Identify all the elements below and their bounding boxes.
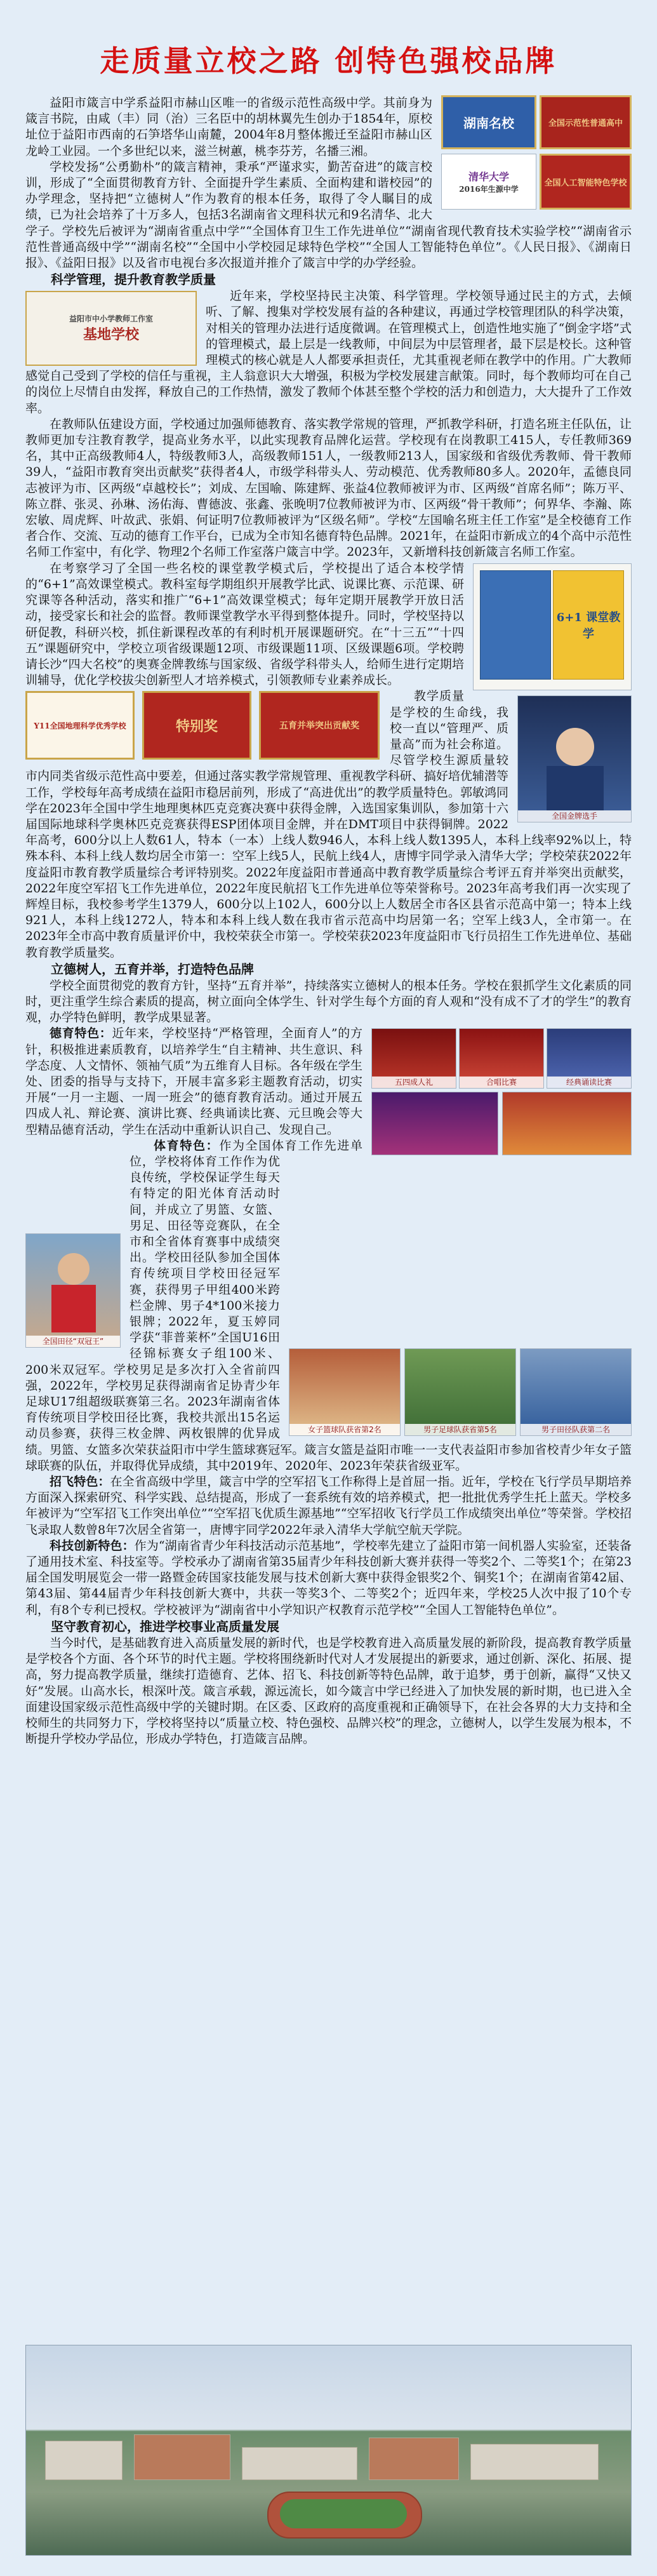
plaque-hunan-famous-school: 湖南名校 bbox=[441, 95, 536, 149]
plaque-tsinghua: 清华大学 2016年生源中学 bbox=[441, 154, 536, 210]
moral-photo-ceremony: 五四成人礼 bbox=[371, 1028, 456, 1089]
moral-paragraph-2: 德育特色：近年来，学校坚持“严格管理，全面育人”的方针，积极推进素质教育，以培养学生“自主精神、共生意识、科学态度、人文情怀、领袖气质”为五维育人目标。各年级在学生处、团委的指导与支持下，开展丰富多彩主题教育活动，切实开展“一月一主题、一周一班会”的德育教育活动。通过开展五四成人礼、辩论赛、演讲比赛、经典诵读比赛、元旦晚会等大型精品德育活动，学生在活动中重新认识自己、发现自己。 bbox=[25, 1026, 362, 1137]
moral-photo-reading: 经典诵读比赛 bbox=[547, 1028, 632, 1089]
campus-building bbox=[369, 2438, 459, 2480]
campus-building bbox=[134, 2434, 230, 2480]
future-paragraph: 当今时代，是基础教育进入高质量发展的新时代，也是学校教育进入高质量发展的新阶段，提高教育教学质量是学校各个方面、各个环节的时代主题。学校将围绕新时代对人才发展提出的新要求，通过创新、深化、拓展、提高，努力提高教学质量，继续打造德育、艺体、招飞、科技创新等特色品牌，敢于追梦，勇于创新，赢得“又快又好”发展。山高水长，根深叶茂。箴言承载，源远流长，如今箴言中学已经进入了加快发展的新时期，也已进入全面建设国家级示范性高级中学的关键时期。在区委、区政府的高度重视和正确领导下，在社会各界的大力支持和全校师生的共同努力下，学校将坚持以“质量立校、特色强校、品牌兴校”的理念，立德树人，以学生发展为根本，不断提升学校办学品位，形成办学特色，打造箴言品牌。 bbox=[25, 1635, 632, 1747]
campus-field bbox=[280, 2499, 407, 2528]
intro-paragraph-2: 学校发扬“公勇勤朴”的箴言精神，秉承“严谨求实，勤苦奋进”的箴言校训，形成了“全面贯彻教育方针、全面提升学生素质、全面构建和谐校园”的办学理念，坚持把“立德树人”作为教育的根本任务，取得了令人瞩目的成绩，已为社会培养了十万多人，包括3名湖南省文理科状元和9名清华、北大学子。学校先后被评为“湖南省重点中学”“全国体育卫生工作先进单位”“湖南省现代教育技术实验学校”“湖南省示范性普通高级中学”“湖南名校”“全国中小学校园足球特色学校”“全国人工智能特色单位”。《人民日报》、《湖南日报》、《益阳日报》以及省市电视台多次报道并推介了箴言中学的办学经验。 bbox=[25, 159, 632, 271]
section-heading-moral: 立德树人，五育并举，打造特色品牌 bbox=[51, 961, 254, 977]
sport-athlete-photo: 全国田径“双冠王” bbox=[25, 1233, 121, 1348]
moral-photo-stage bbox=[371, 1092, 498, 1155]
campus-building bbox=[470, 2444, 599, 2480]
sport-team-photos bbox=[289, 1348, 632, 1437]
award-row bbox=[25, 691, 381, 761]
management-paragraph-4: 教学质量是学校的生命线，我校一直以“管理严、质量高”而为社会称道。尽管学校生源质量较市内同类省级示范性高中要差，但通过落实教学常规管理、重视教学科研、搞好培优辅潜等工作，学校每年高考成绩在益阳市稳居前列，形成了“高进优出”的教学质量特色。郭敏鸿同学在2023年全国中学生地理奥林匹克竞赛决赛中获得金牌，入选国家集训队，参加第十六届国际地球科学奥林匹克竞赛获得ESP团体项目金牌，并在DMT项目中获得铜牌。2022年高考，600分以上人数61人，特本（一本）上线人数946人，本科上线人数1395人，本科上线率92%以上，特殊本科、本科上线人数均居全市第一：空军上线5人，民航上线4人，唐博宇同学录入清华大学；学校荣获2022年度益阳市教育教学质量综合考评特别奖。2022年度益阳市普通高中教育教学质量综合考评五育并举突出贡献奖，2022年度空军招飞工作先进单位，2022年度民航招飞工作先进单位等荣誉称号。2023年高考我们再一次实现了辉煌目标，我校参考学生1379人，600分以上102人，600分以上人数居全市各区县省示范高中第一；特本上线921人，本科上线1272人，特本和本科上线人数在我市省示范高中均居第一名；空军上线3人，全市第一。在2023年全市高中教育质量评价中，我校荣获全市第一。学校荣获2023年度益阳市飞行员招生工作先进单位、基础教育教学质量奖。 bbox=[25, 689, 632, 960]
moral-photo-choir: 合唱比赛 bbox=[459, 1028, 544, 1089]
moral-paragraph-1: 学校全面贯彻党的教育方针，坚持“五育并举”，持续落实立德树人的根本任务。学校在狠抓学生文化素质的同时，更注重学生综合素质的提高，树立面向全体学生、针对学生每个方面的育人观和“没有成不了才的学生”的教育观，办学特色鲜明，教学成果显著。 bbox=[25, 978, 632, 1025]
section-heading-future: 坚守教育初心，推进学校事业高质量发展 bbox=[51, 1618, 279, 1634]
plaque-ai-school: 全国人工智能特色学校 bbox=[540, 154, 632, 210]
section-heading-management: 科学管理，提升教育教学质量 bbox=[51, 272, 216, 288]
campus-building bbox=[242, 2447, 357, 2480]
base-school-plaque: 益阳市中小学教师工作室 基地学校 bbox=[25, 291, 197, 366]
pilot-paragraph-intro: 招飞特色：在全省高级中学里，箴言中学的空军招飞工作称得上是首屈一指。近年，学校在飞行学员早期培养方面深入探索研究、科学实践、总结提高，形成了一套系统有效的培养模式，把一批批优秀学生托上蓝天。学校多年被评为“空军招飞工作突出单位”“空军招飞优质生源基地”“空军招收飞行学员工作成绩突出单位”等荣誉。学校招飞录取人数曾8年7次居全省第一，唐博宇同学2022年录入清华大学航空航天学院。 bbox=[25, 1475, 632, 1537]
moral-photo-crowd bbox=[502, 1092, 632, 1155]
moral-photo-grid bbox=[371, 1028, 632, 1155]
award-geography: Y11全国地理科学优秀学校 bbox=[25, 691, 135, 760]
basketball-team-photo: 女子篮球队获省第2名 bbox=[289, 1348, 401, 1436]
sport-paragraph: 体育特色：作为全国体育工作先进单位，学校将体育工作作为优良传统，学校保证学生每天有特定的阳光体育活动时间，并成立了男篮、女篮、男足、田径等竞赛队，在全市和全省体育赛事中成绩突出。学校田径队参加全国体育传统项目学校田径冠军赛，获得男子甲组400米跨栏金牌、男子4*100米接力银牌；2022年，夏玉婷同学获“菲普莱杯”全国U16田径锦标赛女子组100米、200米双冠军。学校男足是多次打入全省前四强，2022年，学校男足获得湖南省足协青少年足球U17组超级联赛第三名。2023年湖南省体育传统项目学校田径比赛，我校共派出15名运动员参赛，获得三枚金牌、两枚银牌的优异成绩。男篮、女篮多次荣获益阳市中学生篮球赛冠军。箴言女篮是益阳市唯一一支代表益阳市参加省校青少年女子篮球联赛的队伍，并取得优异成绩，其中2019年、2020年、2023年荣获省级亚军。 bbox=[25, 1138, 632, 1473]
soccer-team-photo: 男子足球队获省第5名 bbox=[404, 1348, 516, 1436]
campus-aerial-photo bbox=[25, 2345, 632, 2556]
award-special: 特别奖 bbox=[142, 691, 251, 760]
page-title: 走质量立校之路 创特色强校品牌 bbox=[100, 44, 557, 78]
plaque-model-high-school: 全国示范性普通高中 bbox=[540, 95, 632, 149]
management-paragraph-2: 在教师队伍建设方面，学校通过加强师德教育、落实教学常规的管理，严抓教学科研，打造名班主任队伍，让教师更加专注教育教学，提高业务水平，以此实现教育品牌化运营。学校现有在岗教职工415人，专任教师369名，其中正高级教师4人，特级教师3人，高级教师151人，一级教师213人，国家级和省级优秀教师、骨干教师39人，“益阳市教育突出贡献奖”获得者4人，市级学科带头人、劳动模范、优秀教师80多人。2020年，孟德良同志被评为市、区两级“卓越校长”；刘成、左国喻、陈建辉、张益4位教师被评为市、区两级“首席名师”；陈万平、陈立群、张灵、孙琳、汤佑海、曹德波、张鑫、张晚明7位教师被评为市、区两级“骨干教师”；何界华、李瀚、陈宏敏、周虎辉、叶故武、张娟、何证明7位教师被评为“区级名师”。学校“左国喻名班主任工作室”是全校德育工作者合作、交流、互动的德育工作平台，已成为全市知名德育特色品牌。2021年，在益阳市新成立的4个高中示范性名师工作室中，有化学、物理2个名师工作室落户箴言中学。2023年，又新增科技创新箴言名师工作室。 bbox=[25, 417, 632, 560]
intro-paragraph-1: 益阳市箴言中学系益阳市赫山区唯一的省级示范性高级中学。其前身为箴言书院，由咸（丰）同（治）三名臣中的胡林翼先生创办于1854年，原校址位于益阳市西南的石笋塔华山南麓，2004年8月整体搬迁至益阳市赫山区龙岭工业园。一个多世纪以来，滋兰树蕙，桃李芬芳，名播三湘。 bbox=[25, 96, 432, 158]
gold-medal-student-photo: 全国金牌选手 bbox=[517, 695, 632, 822]
management-paragraph-1: 近年来，学校坚持民主决策、科学管理。学校领导通过民主的方式，去倾听、了解、搜集对学校发展有益的各种建议，再通过学校管理团队的科学决策，对相关的管理办法进行适度微调。在管理模式上，创造性地实施了“倒金字塔”式的管理模式，最上层是一线教师，中间层为中层管理者，最下层是校长。这种管理模式的核心就是人人都要承担责任，尤其重视老师在教学中的作用。广大教师感觉自己受到了学校的信任与重视，主人翁意识大大增强，积极为学校发展建言献策。同时，每个教师均可在自己的岗位上尽情自由发挥，释放自己的工作热情，激发了教师个体甚至整个学校的活力和创造力，大大提升了工作效率。 bbox=[25, 289, 632, 415]
plaque-group bbox=[441, 95, 632, 210]
award-five-education: 五育并举突出贡献奖 bbox=[259, 691, 380, 760]
campus-building bbox=[45, 2441, 123, 2480]
management-paragraph-3: 在考察学习了全国一些名校的课堂教学模式后，学校提出了适合本校学情的“6+1”高效课堂模式。教科室每学期组织开展教学比武、说课比赛、示范课、研究课等各种活动，落实和推广“6+1”高效课堂模式；每年定期开展教学开放日活动，接受家长和社会的监督。教师课堂教学水平得到整体提升。同时，学校坚持以研促教，科研兴校，抓住新课程改革的有利时机开展课题研究。在“十三五”“十四五”课题研究中，学校立项省级课题12项、市级课题11项、区级课题6项。学校聘请长沙“四大名校”的奥赛金牌教练与国家级、省级学科带头人，给师生进行定期培训辅导，优化学校拔尖创新型人才培养模式，引领教师专业素养成长。 bbox=[25, 561, 464, 688]
track-team-photo: 男子田径队获第二名 bbox=[520, 1348, 632, 1436]
classroom-model-book: 6+1 课堂教学 bbox=[473, 563, 632, 690]
tech-paragraph: 科技创新特色：作为“湖南省青少年科技活动示范基地”，学校率先建立了益阳市第一间机器人实验室，还装备了通用技术室、科技室等。学校承办了湖南省第35届青少年科技创新大赛并获得一等奖2个、二等奖1个；在第23届全国发明展览会一带一路暨金砖国家技能发展与技术创新大赛中获得金银奖2个、铜奖1个；在湖南省第42届、第43届、第44届青少年科技创新大赛中，共获一等奖3个、二等奖2个；近四年来，学校25人次中报了10个专利，有8个专利已授权。学校被评为“湖南省中小学知识产权教育示范学校”“全国人工智能特色单位”。 bbox=[25, 1538, 632, 1617]
